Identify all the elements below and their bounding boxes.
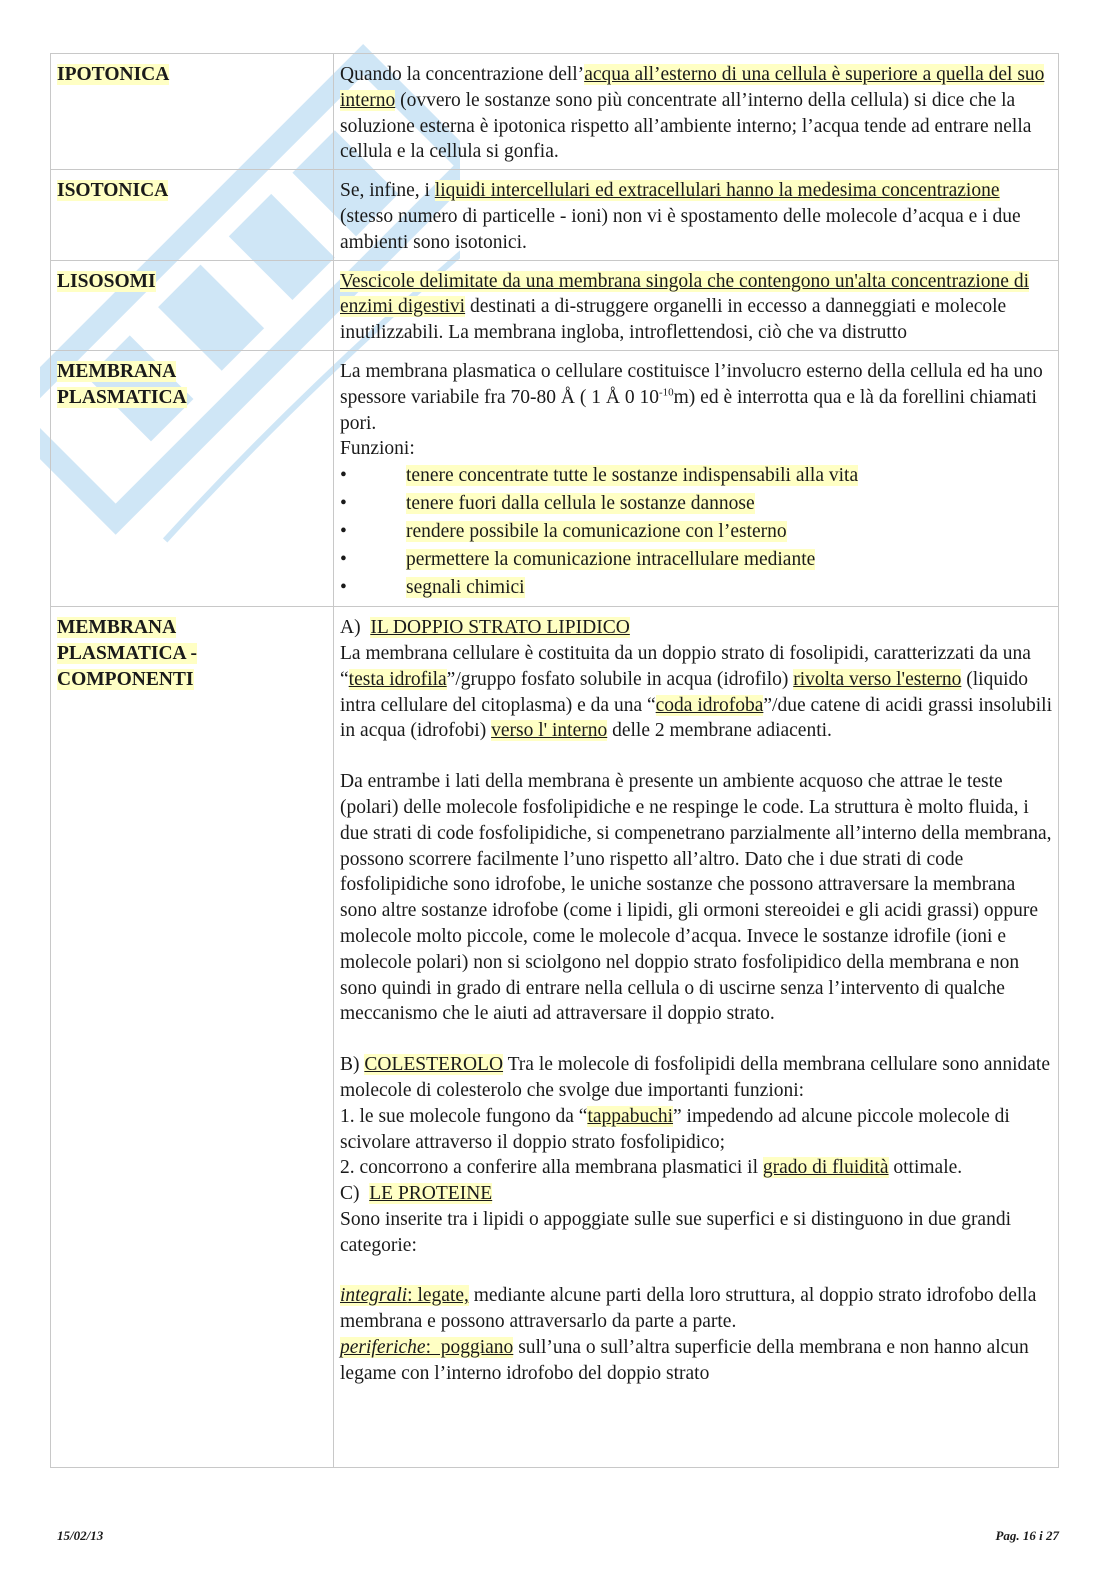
definition-cell <box>334 607 1059 1468</box>
definition-text: (liquido intra cellulare del citoplasma) e da una “ <box>340 668 1029 716</box>
functions-label: Funzioni: <box>340 438 415 460</box>
definition-text: Sono inserite tra i lipidi o appoggiate sulle sue superfici e si distinguono in due grandi categorie: <box>340 1208 1012 1256</box>
term-label: IPOTONICA <box>57 64 170 85</box>
highlighted-text: verso l' interno <box>491 720 608 742</box>
definition-text: delle 2 membrane adiacenti. <box>607 720 832 742</box>
definition-cell <box>334 260 1059 350</box>
table-row <box>51 170 1059 260</box>
term-cell <box>51 350 334 606</box>
definition-text: ”/due catene di acidi grassi insolubili in acqua (idrofobi) <box>340 694 1053 742</box>
definition-text: La membrana cellulare è costituita da un doppio strato di fosolipidi, caratterizzati da una “ <box>340 642 1031 690</box>
footer-date: 15/02/13 <box>57 1528 104 1543</box>
term-cell <box>51 170 334 260</box>
highlighted-text: Vescicole delimitate da una membrana singola che contengono un'alta concentrazione di enzimi digestivi <box>340 270 1029 318</box>
footer-page-number: Pag. 16 i 27 <box>995 1528 1059 1543</box>
table-row <box>51 54 1059 170</box>
list-item <box>340 462 1052 490</box>
highlighted-text: integrali <box>340 1285 408 1307</box>
term-label: ISOTONICA <box>57 180 169 202</box>
highlighted-text: segnali chimici <box>406 577 525 599</box>
highlighted-text: coda idrofoba <box>655 694 764 716</box>
definition-text: m) ed è interrotta qua e là da forellini chiamati pori. <box>340 386 1037 434</box>
definition-text: (ovvero le sostanze sono più concentrate all’interno della cellula) si dice che la soluzione esterna è ipotonica rispetto all’ambiente interno; l’acqua tende ad entrare nella cellula e la cellula si gonfia. <box>340 89 1032 163</box>
definition-text: ottimale. <box>888 1157 963 1179</box>
definition-text: Tra le molecole di fosfolipidi della membrana cellulare sono annidate molecole di colesterolo che svolge due importanti funzioni: <box>340 1054 1050 1101</box>
term-label: MEMBRANA <box>57 617 177 639</box>
definition-text: Quando la concentrazione dell’ <box>340 64 585 85</box>
section-prefix: C) <box>340 1183 370 1205</box>
definition-text: 2. concorrono a conferire alla membrana plasmatici il <box>340 1157 763 1179</box>
highlighted-text: : legate, <box>407 1285 469 1307</box>
term-label: COMPONENTI <box>57 668 194 690</box>
term-cell <box>51 260 334 350</box>
highlighted-text: rendere possibile la comunicazione con l’esterno <box>406 521 787 543</box>
definition-cell <box>334 54 1059 170</box>
highlighted-text: rivolta verso l'esterno <box>793 668 962 690</box>
table-row <box>51 260 1059 350</box>
term-cell <box>51 607 334 1468</box>
highlighted-text: periferiche <box>340 1337 426 1359</box>
highlighted-text: liquidi intercellulari ed extracellulari hanno la medesima concentrazione <box>434 180 1000 202</box>
highlighted-text: permettere la comunicazione intracellulare mediante <box>406 549 816 571</box>
list-item <box>340 490 1052 518</box>
definition-text: sull’una o sull’altra superficie della membrana e non hanno alcun legame con l’interno idrofobo del doppio strato <box>340 1337 1029 1384</box>
table-row <box>51 350 1059 606</box>
definition-text: Se, infine, i <box>340 180 435 202</box>
definition-text: La membrana plasmatica o cellulare costituisce l’involucro esterno della cellula ed ha uno spessore variabile fra 70-80 Å ( 1 Å 0 10 <box>340 360 1043 408</box>
definition-text: ”/gruppo fosfato solubile in acqua (idrofilo) <box>446 668 794 690</box>
term-label: LISOSOMI <box>57 270 156 292</box>
definition-text: mediante alcune parti della loro struttura, al doppio strato idrofobo della membrana e possono attraversarlo da parte a parte. <box>340 1285 1037 1333</box>
section-title: LE PROTEINE <box>369 1183 493 1205</box>
table-row <box>51 607 1059 1468</box>
highlighted-text: : poggiano <box>425 1337 514 1359</box>
section-prefix: B) <box>340 1054 365 1076</box>
definition-cell <box>334 170 1059 260</box>
definition-text: Da entrambe i lati della membrana è presente un ambiente acquoso che attrae le teste (polari) delle molecole fosfolipidiche e ne respinge le code. La struttura è molto fluida, i due strati di code fosfolipidiche, si compenetrano parzialmente all’interno della membrana, possono scorrere facilmente l’uno rispetto all’altro. Dato che i due strati di code fosfolipidiche sono idrofobe, le uniche sostanze che possono attraversare la membrana sono altre sostanze idrofobe (come i lipidi, gli ormoni stereoidei e gli acidi grassi) oppure molecole molto piccole, come le molecole d’acqua. Invece le sostanze idrofile (ioni e molecole polari) non si sciolgono nel doppio strato fosfolipidico della membrana e non sono quindi in grado di entrare nella cellula o di uscirne senza l’intervento di qualche meccanismo che le aiuti ad attraversare il doppio strato. <box>340 771 1052 1025</box>
section-title: COLESTEROLO <box>364 1054 504 1076</box>
highlighted-text: tenere fuori dalla cellula le sostanze dannose <box>406 493 755 515</box>
term-label: MEMBRANA <box>57 360 177 382</box>
highlighted-text: tappabuchi <box>587 1105 674 1127</box>
term-label: PLASMATICA - <box>57 642 197 664</box>
list-item <box>340 546 1052 574</box>
definition-text: 1. le sue molecole fungono da “ <box>340 1105 588 1127</box>
section-prefix: A) <box>340 617 371 639</box>
highlighted-text: testa idrofila <box>348 668 447 690</box>
term-label: PLASMATICA <box>57 386 187 408</box>
superscript: -10 <box>658 386 674 399</box>
highlighted-text: grado di fluidità <box>762 1157 889 1179</box>
list-item <box>340 518 1052 546</box>
definition-text: ” impedendo ad alcune piccole molecole di scivolare attraverso il doppio strato fosfolipidico; <box>340 1105 1010 1153</box>
section-title: IL DOPPIO STRATO LIPIDICO <box>370 617 630 639</box>
list-item <box>340 574 1052 602</box>
highlighted-text: tenere concentrate tutte le sostanze indispensabili alla vita <box>406 465 859 487</box>
glossary-table <box>50 53 1059 1468</box>
highlighted-text: acqua all’esterno di una cellula è superiore a quella del suo interno <box>340 64 1045 111</box>
definition-cell <box>334 350 1059 606</box>
term-cell <box>51 54 334 170</box>
definition-text: (stesso numero di particelle - ioni) non vi è spostamento delle molecole d’acqua e i due ambienti sono isotonici. <box>340 205 1021 253</box>
functions-list <box>340 462 1052 602</box>
definition-text: destinati a di-struggere organelli in eccesso a danneggiati e molecole inutilizzabili. La membrana ingloba, introflettendosi, ciò che va distrutto <box>340 296 1007 344</box>
